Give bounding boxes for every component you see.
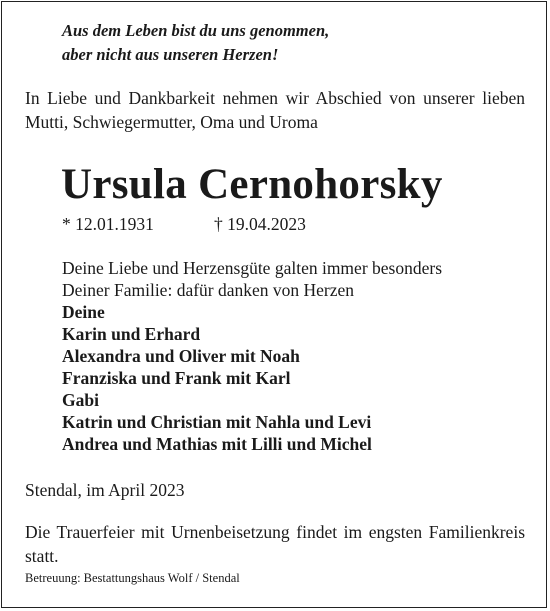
death-date: † 19.04.2023 [214, 214, 306, 234]
family-member: Andrea und Mathias mit Lilli und Michel [62, 434, 372, 454]
deceased-name: Ursula Cernohorsky [61, 161, 443, 208]
family-member: Katrin und Christian mit Nahla und Levi [62, 412, 372, 432]
thanks-line-2: Deiner Familie: dafür danken von Herzen [62, 280, 355, 300]
funeral-home-credit: Betreuung: Bestattungshaus Wolf / Stendal [25, 571, 240, 585]
quote-line-2: aber nicht aus unseren Herzen! [62, 45, 279, 64]
memorial-quote [62, 19, 329, 67]
family-member: Deine [62, 302, 105, 322]
thanks-text [62, 257, 442, 301]
intro-text: In Liebe und Dankbarkeit nehmen wir Abschied von unserer lieben Mutti, Schwiegermutter, Oma und Uroma [25, 88, 525, 132]
funeral-notice: Die Trauerfeier mit Urnenbeisetzung findet im engsten Familienkreis statt. [25, 522, 525, 566]
family-member: Franziska und Frank mit Karl [62, 368, 291, 388]
thanks-line-1: Deine Liebe und Herzensgüte galten immer besonders [62, 258, 443, 278]
quote-line-1: Aus dem Leben bist du uns genommen, [62, 21, 330, 40]
family-member: Karin und Erhard [62, 324, 201, 344]
family-member: Alexandra und Oliver mit Noah [62, 346, 300, 366]
place-and-date: Stendal, im April 2023 [25, 480, 185, 500]
life-dates [62, 212, 306, 236]
birth-date: * 12.01.1931 [62, 214, 154, 234]
family-member: Gabi [62, 390, 99, 410]
family-list [62, 301, 372, 455]
